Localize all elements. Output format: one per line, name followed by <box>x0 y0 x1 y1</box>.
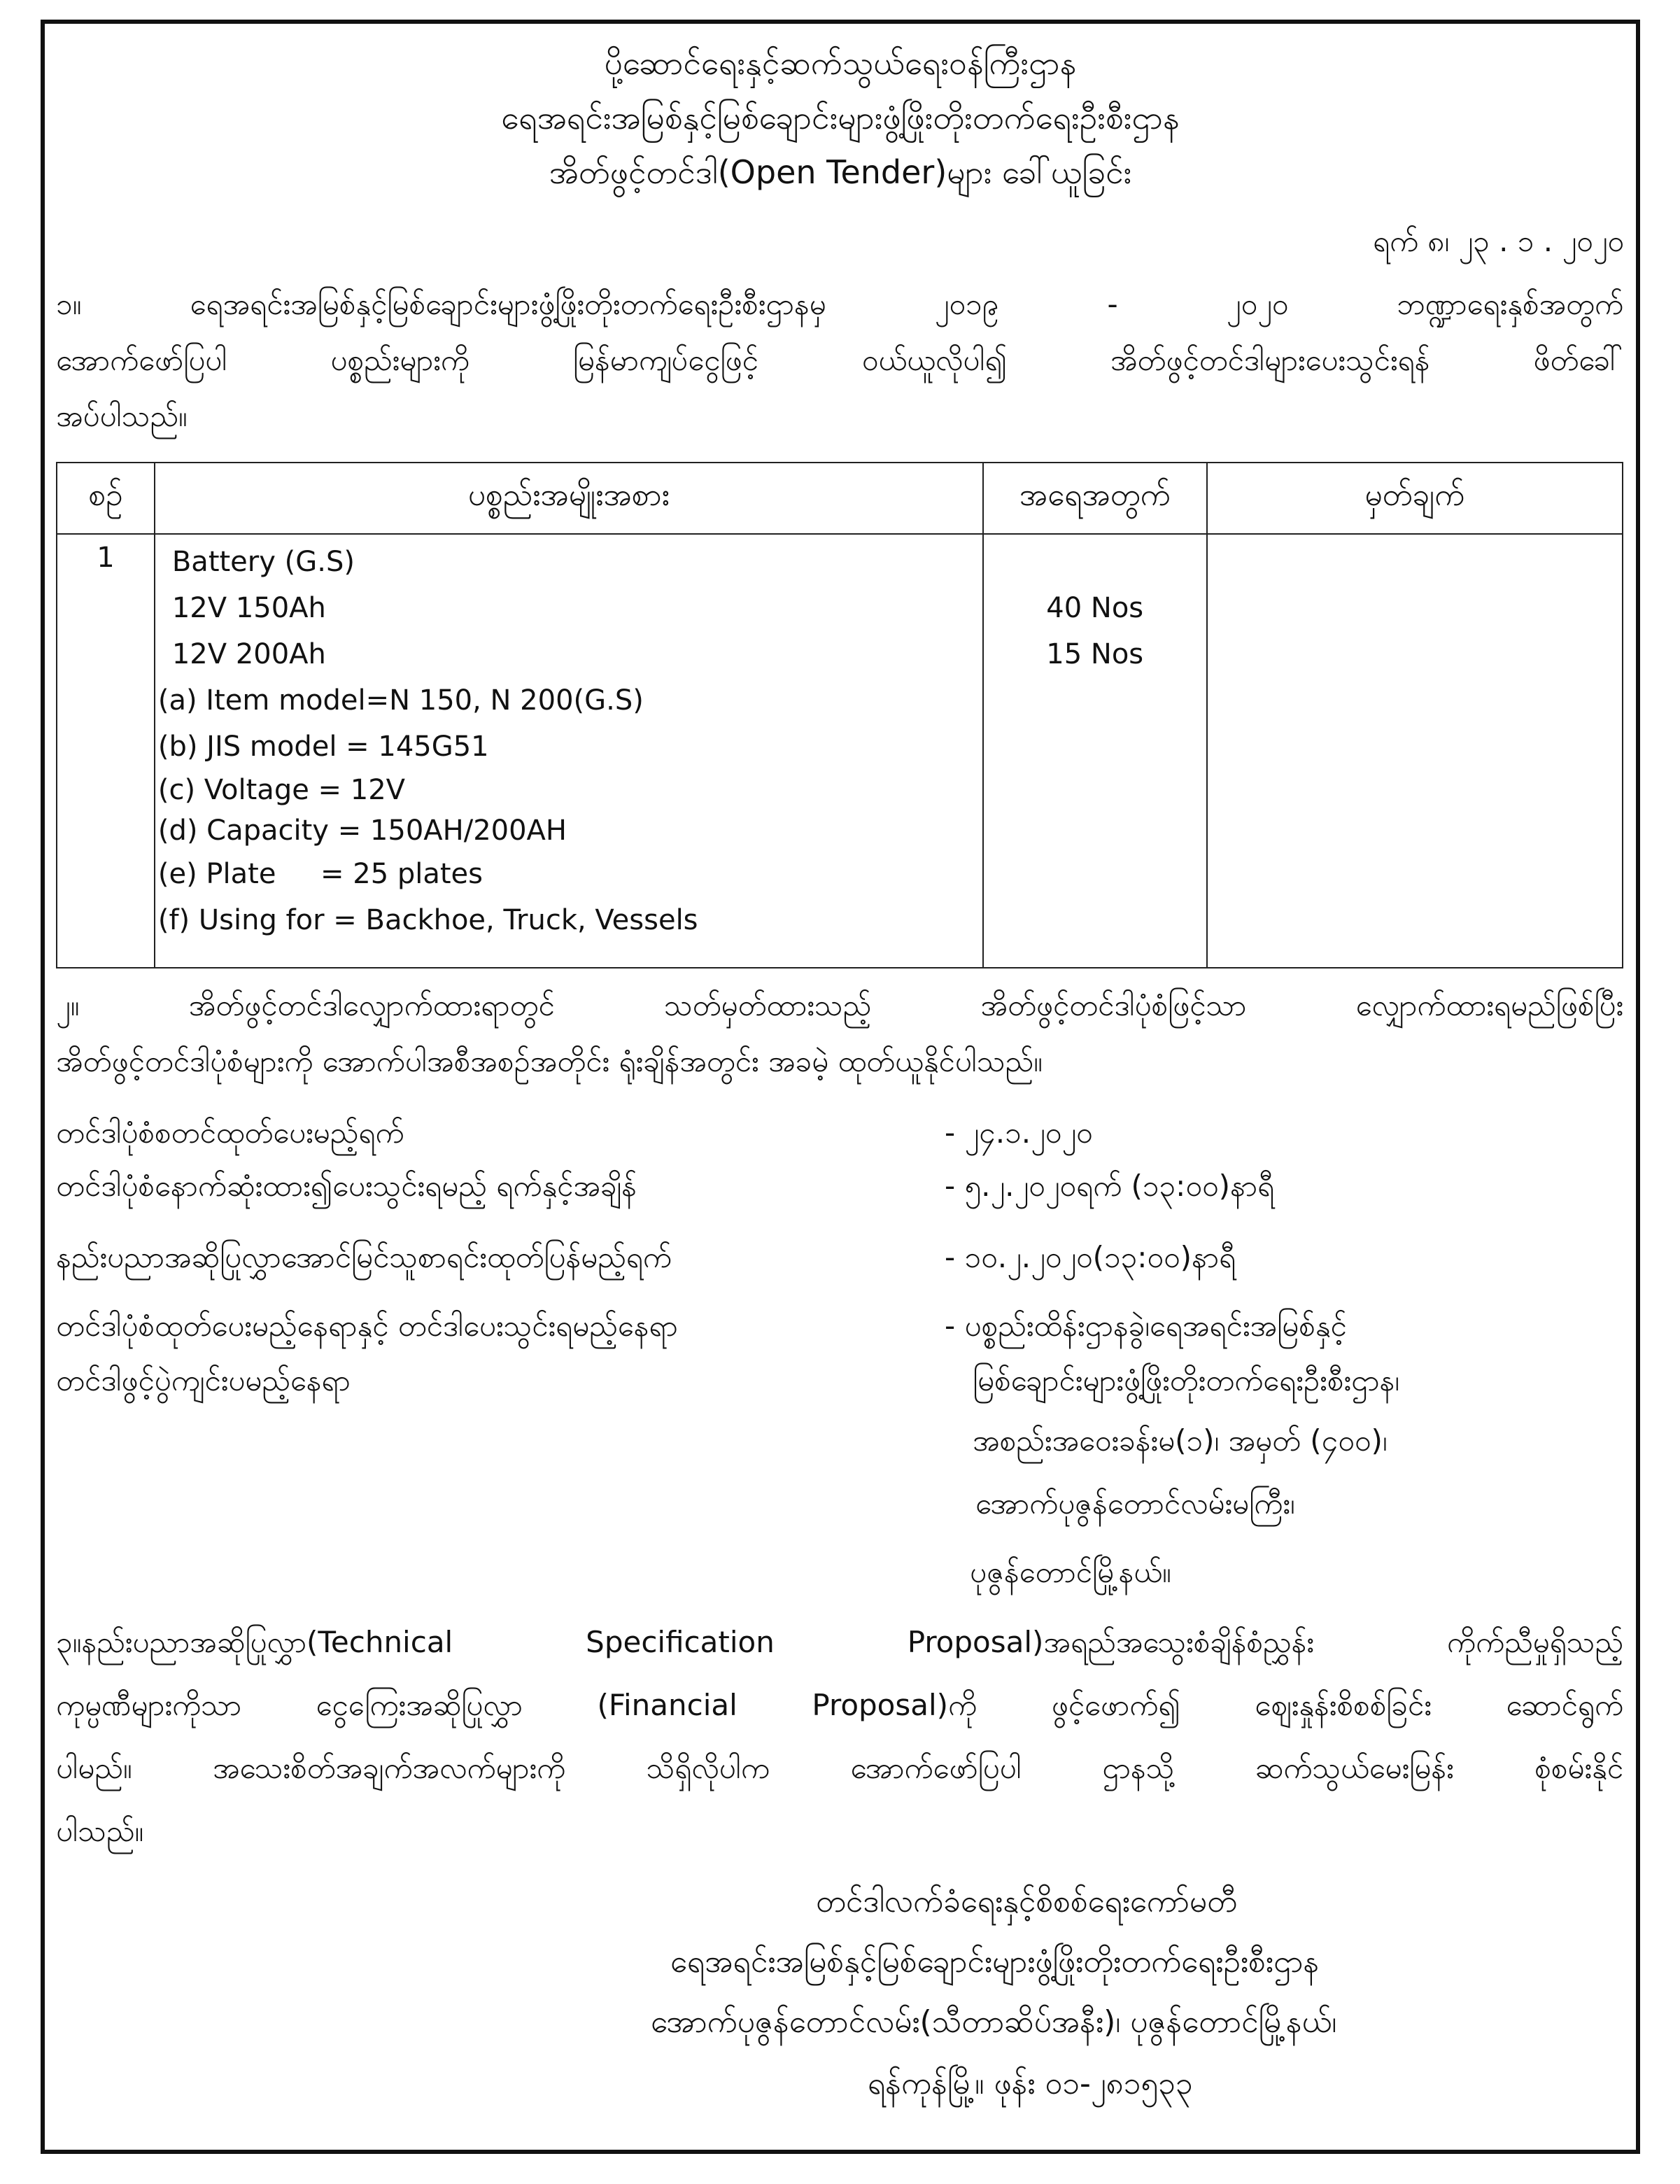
quantity-200ah: 15 Nos <box>1046 638 1144 670</box>
page-border <box>41 20 1640 2154</box>
item-variant-150ah: 12V 150Ah <box>171 592 326 624</box>
spec-jis-model: (b) JIS model = 145G51 <box>157 731 489 763</box>
para3-line3: ပါမည်။ အသေးစိတ်အချက်အလက်များကို သိရှိလိုပါက အောက်ဖော်ပြပါ ဌာနသို့ ဆက်သွယ်မေးမြန်း စုံစမ်းနိုင် <box>56 1751 1623 1785</box>
spec-item-model: (a) Item model=N 150, N 200(G.S) <box>157 684 644 717</box>
location-line-2: မြစ်ချောင်းများဖွံ့ဖြိုးတိုးတက်ရေးဦးစီးဌာန၊ <box>973 1363 1399 1397</box>
col-header-remarks: မှတ်ချက် <box>1207 463 1623 534</box>
location-line-5: ပုဇွန်တောင်မြို့နယ်။ <box>970 1555 1171 1589</box>
col-header-quantity: အရေအတွက် <box>983 463 1207 534</box>
schedule-deadline-value: - ၅.၂.၂၀၂၀ရက် (၁၃:၀၀)နာရီ <box>945 1169 1275 1203</box>
location-line-3: အစည်းအဝေးခန်းမ(၁)၊ အမှတ် (၄၀၀)၊ <box>973 1423 1388 1458</box>
remarks-cell <box>1207 534 1623 968</box>
signature-address: အောက်ပုဇွန်တောင်လမ်း(သီတာဆိပ်အနီး)၊ ပုဇွန်တောင်မြို့နယ်၊ <box>651 2004 1337 2040</box>
location-line-4: အောက်ပုဇွန်တောင်လမ်းမကြီး၊ <box>975 1486 1295 1521</box>
notice-title: အိတ်ဖွင့်တင်ဒါ(Open Tender)များ ခေါ်ယူခြင်း <box>549 153 1132 191</box>
para1-line1: ၁။ ရေအရင်းအမြစ်နှင့်မြစ်ချောင်းများဖွံ့ဖြိုးတိုးတက်ရေးဦးစီးဌာနမှ ၂၀၁၉ - ၂၀၂၀ ဘဏ္ဍာရေးနှစ်အတွက် <box>56 287 1623 321</box>
location-opening-label: တင်ဒါဖွင့်ပွဲကျင်းပမည့်နေရာ <box>56 1363 351 1397</box>
para2-line2: အိတ်ဖွင့်တင်ဒါပုံစံများကို အောက်ပါအစီအစဉ်အတိုင်း ရုံးချိန်အတွင်း အခမဲ့ ထုတ်ယူနိုင်ပါသည်။ <box>56 1044 1043 1078</box>
item-title: Battery (G.S) <box>171 546 355 578</box>
item-description-cell <box>155 534 983 968</box>
spec-using-for: (f) Using for = Backhoe, Truck, Vessels <box>157 904 698 936</box>
spec-voltage: (c) Voltage = 12V <box>157 774 406 806</box>
schedule-shortlist-label: နည်းပညာအဆိုပြုလွှာအောင်မြင်သူစာရင်းထုတ်ပြန်မည့်ရက် <box>56 1240 672 1274</box>
signature-committee: တင်ဒါလက်ခံရေးနှင့်စိစစ်ရေးကော်မတီ <box>816 1884 1237 1919</box>
para1-line3: အပ်ပါသည်။ <box>56 399 188 433</box>
location-issue-submit-label: တင်ဒါပုံစံထုတ်ပေးမည့်နေရာနှင့် တင်ဒါပေးသွင်းရမည့်နေရာ <box>56 1309 678 1343</box>
item-variant-200ah: 12V 200Ah <box>171 638 326 670</box>
table-header-row <box>57 463 1623 534</box>
items-table <box>56 462 1623 968</box>
col-header-no: စဉ် <box>57 463 155 534</box>
signature-department: ရေအရင်းအမြစ်နှင့်မြစ်ချောင်းများဖွံ့ဖြိုးတိုးတက်ရေးဦးစီးဌာန <box>670 1944 1320 1980</box>
para2-line1: ၂။ အိတ်ဖွင့်တင်ဒါလျှောက်ထားရာတွင် သတ်မှတ်ထားသည့် အိတ်ဖွင့်တင်ဒါပုံစံဖြင့်သာ လျှောက်ထားရမည်ဖြစ်ပြီး <box>56 988 1623 1022</box>
para1-line2: အောက်ဖော်ပြပါ ပစ္စည်းများကို မြန်မာကျပ်ငွေဖြင့် ဝယ်ယူလိုပါ၍ အိတ်ဖွင့်တင်ဒါများပေးသွင်းရန် ဖိတ်ခေါ် <box>56 343 1623 377</box>
signature-city-phone: ရန်ကုန်မြို့။ ဖုန်း ၀၁-၂၈၁၅၃၃ <box>868 2066 1193 2101</box>
row-number: 1 <box>57 534 155 968</box>
spec-capacity: (d) Capacity = 150AH/200AH <box>157 815 567 847</box>
schedule-issue-date-value: - ၂၄.၁.၂၀၂၀ <box>945 1115 1093 1150</box>
location-line-1: - ပစ္စည်းထိန်းဌာနခွဲ၊ရေအရင်းအမြစ်နှင့် <box>945 1309 1347 1343</box>
para3-line4: ပါသည်။ <box>56 1814 144 1848</box>
schedule-issue-date-label: တင်ဒါပုံစံစတင်ထုတ်ပေးမည့်ရက် <box>56 1115 404 1150</box>
spec-plate: (e) Plate = 25 plates <box>157 858 483 890</box>
ministry-name: ပို့ဆောင်ရေးနှင့်ဆက်သွယ်ရေးဝန်ကြီးဌာန <box>604 44 1077 82</box>
schedule-shortlist-value: - ၁၀.၂.၂၀၂၀(၁၃:၀၀)နာရီ <box>945 1240 1236 1274</box>
department-name: ရေအရင်းအမြစ်နှင့်မြစ်ချောင်းများဖွံ့ဖြိုးတိုးတက်ရေးဦးစီးဌာန <box>501 99 1180 136</box>
para3-line2: ကုမ္ပဏီများကိုသာ ငွေကြေးအဆိုပြုလွှာ (Financial Proposal)ကို ဖွင့်ဖောက်၍ ဈေးနှုန်းစိစစ်ခြင်း ဆောင်ရွက် <box>56 1688 1623 1722</box>
table-row <box>57 534 1623 968</box>
schedule-deadline-label: တင်ဒါပုံစံနောက်ဆုံးထား၍ပေးသွင်းရမည့် ရက်နှင့်အချိန် <box>56 1169 637 1203</box>
quantity-cell <box>983 534 1207 968</box>
para3-line1: ၃။နည်းပညာအဆိုပြုလွှာ(Technical Specification Proposal)အရည်အသွေးစံချိန်စံညွှန်း ကိုက်ညီမှုရှိသည့် <box>56 1625 1623 1659</box>
quantity-150ah: 40 Nos <box>1046 592 1144 624</box>
notice-date: ရက် ၈၊ ၂၃ . ၁ . ၂၀၂၀ <box>1372 224 1624 258</box>
col-header-item-type: ပစ္စည်းအမျိုးအစား <box>155 463 983 534</box>
